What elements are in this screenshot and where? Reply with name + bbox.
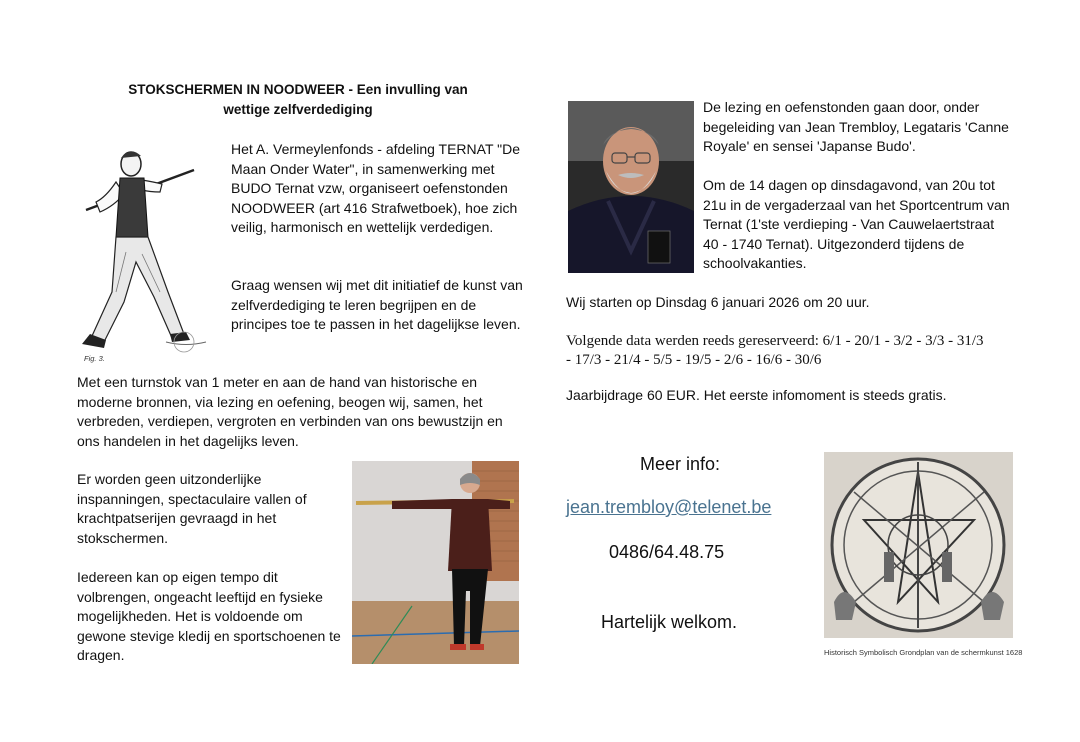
- title-line-1: STOKSCHERMEN IN NOODWEER - Een invulling van: [128, 82, 468, 97]
- title-line-2: wettige zelfverdediging: [223, 102, 373, 117]
- document-title: [88, 80, 508, 120]
- schedule-paragraph: Om de 14 dagen op dinsdagavond, van 20u tot 21u in de vergaderzaal van het Sportcentrum van Ternat (1'ste verdieping - Van Cauwelaertstraat 40 - 1740 Ternat). Uitgezonderd tijdens de schoolvakanties.: [703, 177, 1010, 271]
- email-link[interactable]: jean.trembloy@telenet.be: [566, 497, 772, 517]
- welcome-text: Hartelijk welkom.: [601, 612, 738, 632]
- ground-plan-drawing: [824, 452, 1013, 638]
- wish-paragraph: Graag wensen wij met dit initiatief de kunst van zelfverdediging te leren begrijpen en de principes toe te passen in het dagelijkse leven.: [231, 277, 523, 332]
- fee-line: Jaarbijdrage 60 EUR. Het eerste infomoment is steeds gratis.: [566, 387, 947, 403]
- training-photo-drawing: [352, 461, 519, 664]
- engraving-caption: Historisch Symbolisch Grondplan van de schermkunst 1628: [824, 648, 1023, 657]
- intro-paragraph: Het A. Vermeylenfonds - afdeling TERNAT "De Maan Onder Water", in samenwerking met BUDO Ternat vzw, organiseert oefenstonden NOODWEER (art 416 Strafwetboek), hoe zich veilig, harmonisch en wettelijk verdedigen.: [231, 141, 520, 235]
- reserved-dates-paragraph: Volgende data werden reeds gereserveerd: 6/1 - 20/1 - 3/2 - 3/3 - 31/3 - 17/3 - 21/4 - 5/5 - 19/5 - 2/6 - 16/6 - 30/6: [566, 333, 984, 368]
- tempo-paragraph: Iedereen kan op eigen tempo dit volbrengen, ongeacht leeftijd en fysieke mogelijkheden. Het is voldoende om gewone stevige kledij en sportschoenen te dragen.: [77, 569, 341, 663]
- start-line: Wij starten op Dinsdag 6 januari 2026 om 20 uur.: [566, 294, 870, 310]
- turnstok-paragraph: Met een turnstok van 1 meter en aan de hand van historische en moderne bronnen, via lezing en oefening, beogen wij, samen, het verbreden, verdiepen, vergroten en verbinden van ons bewustzijn en ons handelen in het dagelijks leven.: [77, 374, 503, 449]
- guidance-paragraph: De lezing en oefenstonden gaan door, onder begeleiding van Jean Trembloy, Legataris 'Canne Royale' en sensei 'Japanse Budo'.: [703, 99, 1009, 154]
- training-photo: [352, 461, 519, 664]
- instructor-portrait-drawing: [568, 101, 694, 273]
- fencing-ground-plan-engraving: [824, 452, 1013, 638]
- stick-fighter-engraving: [76, 142, 221, 367]
- figure-label: Fig. 3.: [84, 354, 105, 363]
- phone-number: 0486/64.48.75: [609, 542, 725, 562]
- stick-fighter-drawing: [76, 142, 221, 367]
- no-effort-paragraph: Er worden geen uitzonderlijke inspanningen, spectaculaire vallen of krachtpatserijen gevraagd in het stokschermen.: [77, 471, 307, 546]
- more-info-label: Meer info:: [640, 454, 721, 474]
- instructor-portrait: [568, 101, 694, 273]
